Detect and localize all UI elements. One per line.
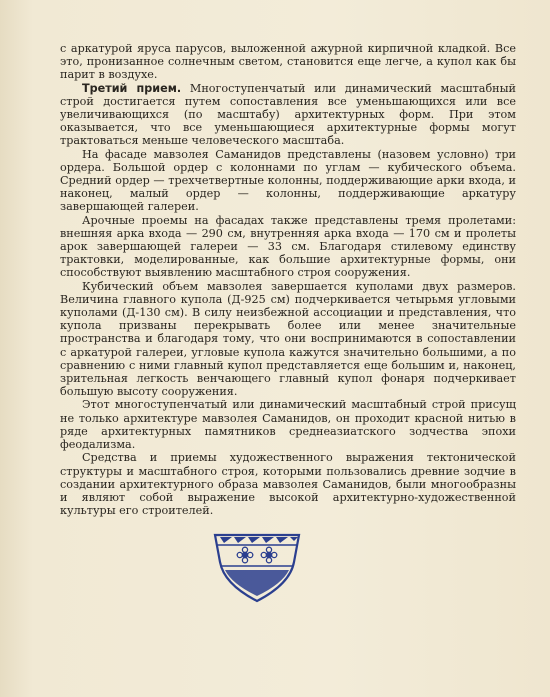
paragraph-5: Кубический объем мавзолея завершается куполами двух размеров. Величина главного купола (Д-925 см) подчеркивается четырьмя угловыми куполами (Д-130 см). В силу неизбежной ассоциации и представления, что купола призваны перекрывать более или менее значительные пространства и благодаря тому, что они воспринимаются в сопоставлении с аркатурой галереи, угловые купола кажутся значительно большими, а по сравнению с ними главный купол представляется еще большим и, наконец, зрительная легкость венчающего главный купол фонаря подчеркивает большую высоту сооружения. [60, 279, 516, 399]
paragraph-6: Этот многоступенчатый или динамический масштабный строй присущ не только архитектуре мавзолея Саманидов, он проходит красной нитью в ряде архитектурных памятников среднеазиатского зодчества эпохи феодализма. [60, 398, 516, 452]
paragraph-2: Третий прием. Многоступенчатый или динамический масштабный строй достигается путем сопоставления все уменьшающихся или все увеличивающихся (по масштабу) архитектурных форм. При этом оказывается, что все уменьшающиеся архитектурные формы могут трактоваться меньше человеческого масштаба. [60, 81, 516, 148]
body-text [60, 42, 516, 517]
tile-ornament-icon [212, 532, 302, 604]
paragraph-7: Средства и приемы художественного выражения тектонической структуры и масштабного строя, которыми пользовались древние зодчие в создании архитектурного образа мавзолея Саманидов, были многообразны и являют собой выражение высокой архитектурно-художественной культуры его строителей. [60, 451, 516, 518]
paragraph-1: с аркатурой яруса парусов, выложенной ажурной кирпичной кладкой. Все это, пронизанное солнечным светом, становится еще легче, а купол как бы парит в воздухе. [60, 42, 516, 82]
paragraph-3: На фасаде мавзолея Саманидов представлены (назовем условно) три ордера. Большой ордер с колоннами по углам — кубического объема. Средний ордер — трехчетвертные колонны, поддерживающие арки входа, и наконец, малый ордер — колонны, поддерживающие аркатуру завершающей галереи. [60, 147, 516, 214]
paragraph-lead: Третий прием. [82, 81, 182, 95]
paragraph-4: Арочные проемы на фасадах также представлены тремя пролетами: внешняя арка входа — 290 см, внутренняя арка входа — 170 см и пролеты арок завершающей галереи — 33 см. Благодаря стилевому единству трактовки, моделированные, как большие архитектурные формы, они способствуют выявлению масштабного строя сооружения. [60, 213, 516, 280]
